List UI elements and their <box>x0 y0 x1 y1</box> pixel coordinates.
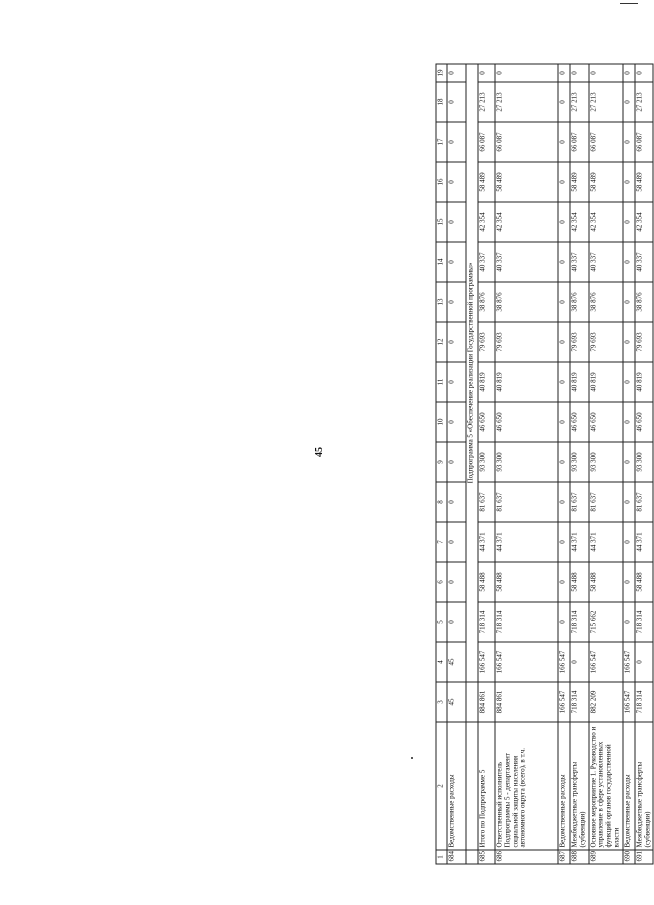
value-cell: 44 371 <box>635 522 654 562</box>
column-number: 5 <box>436 602 447 642</box>
table-row <box>589 64 623 864</box>
value-cell: 79 693 <box>570 322 589 362</box>
value-cell: 93 300 <box>495 442 558 482</box>
value-cell: 42 354 <box>589 202 623 242</box>
value-cell: 0 <box>447 82 466 122</box>
value-cell: 46 650 <box>495 402 558 442</box>
value-cell: 40 337 <box>570 242 589 282</box>
value-cell: 46 650 <box>635 402 654 442</box>
value-cell: 0 <box>558 442 570 482</box>
value-cell: 0 <box>447 282 466 322</box>
value-cell: 0 <box>447 362 466 402</box>
value-cell: 44 371 <box>570 522 589 562</box>
value-cell: 40 337 <box>635 242 654 282</box>
value-cell: 27 213 <box>570 82 589 122</box>
value-cell: 0 <box>623 482 635 522</box>
value-cell: 166 547 <box>478 642 495 682</box>
corner-scan-mark <box>620 3 638 4</box>
value-cell: 718 314 <box>635 602 654 642</box>
column-number-row <box>436 64 447 864</box>
value-cell: 0 <box>623 602 635 642</box>
value-cell: 0 <box>623 322 635 362</box>
value-cell: 42 354 <box>478 202 495 242</box>
column-number: 4 <box>436 642 447 682</box>
value-cell: 718 314 <box>570 682 589 722</box>
value-cell: 58 488 <box>478 562 495 602</box>
value-cell: 79 693 <box>635 322 654 362</box>
column-number: 9 <box>436 442 447 482</box>
table-row <box>495 64 558 864</box>
value-cell: 81 637 <box>478 482 495 522</box>
value-cell: 81 637 <box>495 482 558 522</box>
value-cell: 0 <box>623 202 635 242</box>
value-cell: 66 087 <box>635 122 654 162</box>
value-cell: 66 087 <box>495 122 558 162</box>
column-number: 16 <box>436 162 447 202</box>
value-cell: 0 <box>635 642 654 682</box>
value-cell: 0 <box>558 322 570 362</box>
table-row <box>635 64 654 864</box>
column-number: 11 <box>436 362 447 402</box>
row-name: Межбюджетные трансферты (субвенции) <box>570 722 589 850</box>
value-cell: 0 <box>623 64 635 82</box>
value-cell: 0 <box>558 242 570 282</box>
value-cell: 718 314 <box>635 682 654 722</box>
value-cell: 884 861 <box>495 682 558 722</box>
value-cell: 718 314 <box>570 602 589 642</box>
value-cell: 882 209 <box>589 682 623 722</box>
value-cell: 166 547 <box>589 642 623 682</box>
value-cell: 0 <box>558 562 570 602</box>
value-cell: 66 087 <box>570 122 589 162</box>
value-cell: 58 489 <box>570 162 589 202</box>
value-cell: 0 <box>447 202 466 242</box>
row-name: Ведомственные расходы <box>623 722 635 850</box>
value-cell: 44 371 <box>495 522 558 562</box>
value-cell: 46 650 <box>478 402 495 442</box>
value-cell: 40 819 <box>635 362 654 402</box>
value-cell: 40 819 <box>589 362 623 402</box>
value-cell: 58 489 <box>495 162 558 202</box>
value-cell: 93 300 <box>478 442 495 482</box>
value-cell: 40 819 <box>478 362 495 402</box>
value-cell: 58 489 <box>478 162 495 202</box>
value-cell: 81 637 <box>570 482 589 522</box>
empty-cell <box>466 722 478 850</box>
value-cell: 0 <box>478 64 495 82</box>
value-cell: 0 <box>623 442 635 482</box>
value-cell: 58 488 <box>589 562 623 602</box>
value-cell: 0 <box>558 602 570 642</box>
value-cell: 44 371 <box>478 522 495 562</box>
value-cell: 0 <box>558 282 570 322</box>
row-code: 688 <box>570 850 589 864</box>
value-cell: 45 <box>447 682 466 722</box>
column-number: 6 <box>436 562 447 602</box>
value-cell: 58 489 <box>635 162 654 202</box>
value-cell: 166 547 <box>495 642 558 682</box>
value-cell: 93 300 <box>635 442 654 482</box>
column-number: 12 <box>436 322 447 362</box>
value-cell: 0 <box>635 64 654 82</box>
row-name: Основное мероприятие 1. Руководство и управление в сфере установленных функций органов государственной власти <box>589 722 623 850</box>
value-cell: 0 <box>623 242 635 282</box>
column-number: 10 <box>436 402 447 442</box>
column-number: 13 <box>436 282 447 322</box>
value-cell: 0 <box>558 522 570 562</box>
column-number: 15 <box>436 202 447 242</box>
table-row <box>447 64 466 864</box>
row-name: Ведомственные расходы <box>447 722 466 850</box>
value-cell: 0 <box>447 242 466 282</box>
value-cell: 46 650 <box>589 402 623 442</box>
row-name: Межбюджетные трансферты (субвенции) <box>635 722 654 850</box>
value-cell: 715 662 <box>589 602 623 642</box>
value-cell: 42 354 <box>570 202 589 242</box>
budget-table <box>436 64 654 865</box>
value-cell: 0 <box>623 282 635 322</box>
value-cell: 166 547 <box>558 642 570 682</box>
value-cell: 0 <box>558 82 570 122</box>
value-cell: 66 087 <box>478 122 495 162</box>
column-number: 19 <box>436 64 447 82</box>
value-cell: 884 861 <box>478 682 495 722</box>
column-number: 7 <box>436 522 447 562</box>
value-cell: 58 488 <box>570 562 589 602</box>
value-cell: 0 <box>447 602 466 642</box>
value-cell: 81 637 <box>589 482 623 522</box>
value-cell: 58 488 <box>635 562 654 602</box>
value-cell: 0 <box>558 64 570 82</box>
value-cell: 27 213 <box>635 82 654 122</box>
column-number: 2 <box>436 722 447 850</box>
value-cell: 58 488 <box>495 562 558 602</box>
column-number: 17 <box>436 122 447 162</box>
value-cell: 0 <box>623 122 635 162</box>
value-cell: 38 876 <box>570 282 589 322</box>
value-cell: 0 <box>558 362 570 402</box>
value-cell: 42 354 <box>495 202 558 242</box>
empty-cell <box>466 682 478 722</box>
value-cell: 81 637 <box>635 482 654 522</box>
value-cell: 38 876 <box>589 282 623 322</box>
value-cell: 93 300 <box>570 442 589 482</box>
value-cell: 0 <box>447 162 466 202</box>
value-cell: 40 819 <box>495 362 558 402</box>
empty-cell <box>466 850 478 864</box>
row-code: 690 <box>623 850 635 864</box>
value-cell: 38 876 <box>478 282 495 322</box>
table-row <box>558 64 570 864</box>
row-code: 691 <box>635 850 654 864</box>
value-cell: 166 547 <box>558 682 570 722</box>
rotated-table-container <box>436 65 652 865</box>
subprogram-heading: Подпрограмма 5 «Обеспечение реализации Государственной программы» <box>466 64 478 682</box>
value-cell: 0 <box>623 402 635 442</box>
value-cell: 0 <box>623 562 635 602</box>
value-cell: 93 300 <box>589 442 623 482</box>
value-cell: 38 876 <box>635 282 654 322</box>
row-code: 685 <box>478 850 495 864</box>
table-row <box>623 64 635 864</box>
value-cell: 42 354 <box>635 202 654 242</box>
value-cell: 27 213 <box>589 82 623 122</box>
value-cell: 27 213 <box>495 82 558 122</box>
value-cell: 0 <box>447 402 466 442</box>
value-cell: 0 <box>447 442 466 482</box>
row-code: 689 <box>589 850 623 864</box>
row-name: Ответственный исполнитель Подпрограммы 5 - департамент социальной защиты населения автономного округа (всего), в т.ч. <box>495 722 558 850</box>
scan-speck <box>411 757 413 759</box>
value-cell: 45 <box>447 642 466 682</box>
row-code: 686 <box>495 850 558 864</box>
table-row <box>570 64 589 864</box>
value-cell: 79 693 <box>478 322 495 362</box>
value-cell: 27 213 <box>478 82 495 122</box>
value-cell: 0 <box>447 522 466 562</box>
value-cell: 40 337 <box>589 242 623 282</box>
value-cell: 0 <box>623 82 635 122</box>
value-cell: 40 337 <box>478 242 495 282</box>
value-cell: 58 489 <box>589 162 623 202</box>
value-cell: 0 <box>558 482 570 522</box>
value-cell: 0 <box>558 122 570 162</box>
value-cell: 0 <box>623 522 635 562</box>
page-number: 45 <box>314 447 325 457</box>
column-number: 14 <box>436 242 447 282</box>
value-cell: 718 314 <box>478 602 495 642</box>
value-cell: 0 <box>570 642 589 682</box>
value-cell: 66 087 <box>589 122 623 162</box>
value-cell: 38 876 <box>495 282 558 322</box>
value-cell: 79 693 <box>495 322 558 362</box>
column-number: 3 <box>436 682 447 722</box>
value-cell: 718 314 <box>495 602 558 642</box>
value-cell: 0 <box>447 122 466 162</box>
value-cell: 79 693 <box>589 322 623 362</box>
value-cell: 166 547 <box>623 682 635 722</box>
column-number: 1 <box>436 850 447 864</box>
column-number: 18 <box>436 82 447 122</box>
value-cell: 0 <box>558 162 570 202</box>
row-name: Итого по Подпрограмме 5 <box>478 722 495 850</box>
value-cell: 166 547 <box>623 642 635 682</box>
row-code: 684 <box>447 850 466 864</box>
value-cell: 44 371 <box>589 522 623 562</box>
value-cell: 0 <box>570 64 589 82</box>
value-cell: 0 <box>447 64 466 82</box>
value-cell: 0 <box>447 322 466 362</box>
value-cell: 0 <box>447 482 466 522</box>
value-cell: 46 650 <box>570 402 589 442</box>
value-cell: 40 337 <box>495 242 558 282</box>
column-number: 8 <box>436 482 447 522</box>
value-cell: 0 <box>495 64 558 82</box>
row-name: Ведомственные расходы <box>558 722 570 850</box>
value-cell: 0 <box>558 402 570 442</box>
subprogram-heading-row <box>466 64 478 864</box>
value-cell: 0 <box>558 202 570 242</box>
value-cell: 0 <box>623 162 635 202</box>
value-cell: 0 <box>447 562 466 602</box>
value-cell: 0 <box>623 362 635 402</box>
value-cell: 0 <box>589 64 623 82</box>
row-code: 687 <box>558 850 570 864</box>
table-row <box>478 64 495 864</box>
value-cell: 40 819 <box>570 362 589 402</box>
